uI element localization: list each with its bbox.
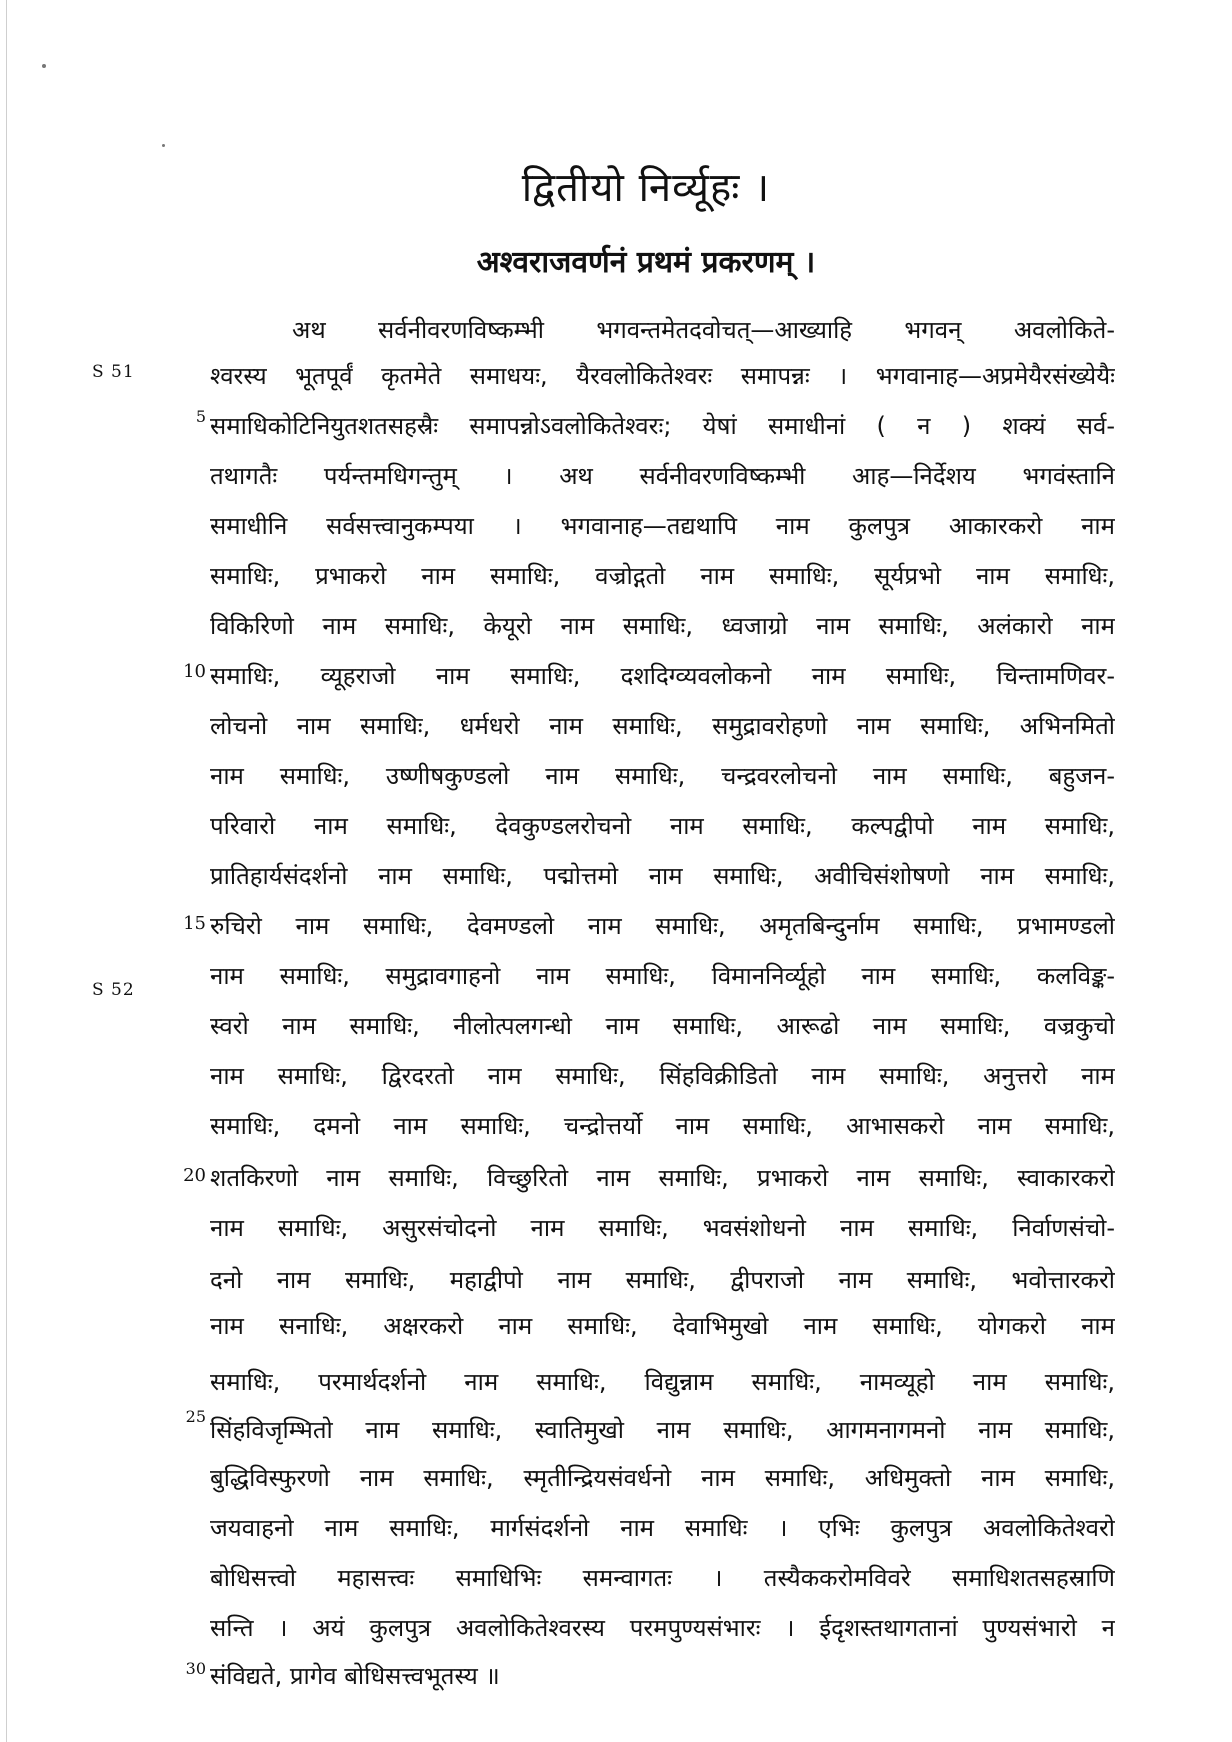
text-line: जयवाहनो नाम समाधिः, मार्गसंदर्शनो नाम समाधिः । एभिः कुलपुत्र अवलोकितेश्वरो <box>210 1514 1115 1542</box>
text-line: परिवारो नाम समाधिः, देवकुण्डलरोचनो नाम समाधिः, कल्पद्वीपो नाम समाधिः, <box>210 812 1115 840</box>
text-line: सिंहविजृम्भितो नाम समाधिः, स्वातिमुखो नाम समाधिः, आगमनागमनो नाम समाधिः, <box>210 1416 1115 1444</box>
text-line: नाम समाधिः, द्विरदरतो नाम समाधिः, सिंहविक्रीडितो नाम समाधिः, अनुत्तरो नाम <box>210 1062 1115 1090</box>
text-line: रुचिरो नाम समाधिः, देवमण्डलो नाम समाधिः, अमृतबिन्दुर्नाम समाधिः, प्रभामण्डलो <box>210 912 1115 940</box>
text-line: श्वरस्य भूतपूर्वं कृतमेते समाधयः, यैरवलोकितेश्वरः समापन्नः । भगवानाह—अप्रमेयैरसंख्येयैः <box>210 362 1115 390</box>
text-line: अथ सर्वनीवरणविष्कम्भी भगवन्तमेतदवोचत्—आख्याहि भगवन् अवलोकिते- <box>292 316 1115 344</box>
text-line: विकिरिणो नाम समाधिः, केयूरो नाम समाधिः, ध्वजाग्रो नाम समाधिः, अलंकारो नाम <box>210 612 1115 640</box>
line-number: 20 <box>183 1165 206 1186</box>
text-line: प्रातिहार्यसंदर्शनो नाम समाधिः, पद्मोत्तमो नाम समाधिः, अवीचिसंशोषणो नाम समाधिः, <box>210 862 1115 890</box>
line-number: 30 <box>185 1659 206 1678</box>
text-line: नाम समाधिः, असुरसंचोदनो नाम समाधिः, भवसंशोधनो नाम समाधिः, निर्वाणसंचो- <box>210 1214 1115 1242</box>
text-line: तथागतैः पर्यन्तमधिगन्तुम् । अथ सर्वनीवरणविष्कम्भी आह—निर्देशय भगवंस्तानि <box>210 462 1115 490</box>
chapter-title: द्वितीयो निर्व्यूहः । <box>521 165 771 211</box>
text-line: समाधीनि सर्वसत्त्वानुकम्पया । भगवानाह—तद्यथापि नाम कुलपुत्र आकारकरो नाम <box>210 512 1115 540</box>
text-line: समाधिकोटिनियुतशतसहस्रैः समापन्नोऽवलोकितेश्वरः; येषां समाधीनां ( न ) शक्यं सर्व- <box>210 412 1115 440</box>
text-line: दनो नाम समाधिः, महाद्वीपो नाम समाधिः, द्वीपराजो नाम समाधिः, भवोत्तारकरो <box>210 1266 1115 1294</box>
text-line: समाधिः, दमनो नाम समाधिः, चन्द्रोत्तर्यो नाम समाधिः, आभासकरो नाम समाधिः, <box>210 1112 1115 1140</box>
margin-ref-s52: S 52 <box>92 980 135 1000</box>
scan-speck <box>162 144 165 147</box>
section-title: अश्वराजवर्णनं प्रथमं प्रकरणम् । <box>476 245 816 280</box>
text-line: नाम समाधिः, समुद्रावगाहनो नाम समाधिः, विमाननिर्व्यूहो नाम समाधिः, कलविङ्क- <box>210 962 1115 990</box>
margin-ref-s51: S 51 <box>92 362 135 382</box>
text-line: संविद्यते, प्रागेव बोधिसत्त्वभूतस्य ॥ <box>210 1662 500 1690</box>
line-number: 10 <box>183 661 206 682</box>
text-line: शतकिरणो नाम समाधिः, विच्छुरितो नाम समाधिः, प्रभाकरो नाम समाधिः, स्वाकारकरो <box>210 1164 1115 1192</box>
text-line: स्वरो नाम समाधिः, नीलोत्पलगन्धो नाम समाधिः, आरूढो नाम समाधिः, वज्रकुचो <box>210 1012 1115 1040</box>
text-line: सन्ति । अयं कुलपुत्र अवलोकितेश्वरस्य परमपुण्यसंभारः । ईदृशस्तथागतानां पुण्यसंभारो न <box>210 1614 1115 1642</box>
text-line: नाम समाधिः, उष्णीषकुण्डलो नाम समाधिः, चन्द्रवरलोचनो नाम समाधिः, बहुजन- <box>210 762 1115 790</box>
line-number: 15 <box>183 913 206 934</box>
text-line: लोचनो नाम समाधिः, धर्मधरो नाम समाधिः, समुद्रावरोहणो नाम समाधिः, अभिनमितो <box>210 712 1115 740</box>
line-number: 25 <box>185 1407 206 1426</box>
text-line: नाम सनाधिः, अक्षरकरो नाम समाधिः, देवाभिमुखो नाम समाधिः, योगकरो नाम <box>210 1312 1115 1340</box>
text-line: बुद्धिविस्फुरणो नाम समाधिः, स्मृतीन्द्रियसंवर्धनो नाम समाधिः, अधिमुक्तो नाम समाधिः, <box>210 1464 1115 1492</box>
text-line: समाधिः, व्यूहराजो नाम समाधिः, दशदिग्व्यवलोकनो नाम समाधिः, चिन्तामणिवर- <box>210 662 1115 690</box>
text-line: बोधिसत्त्वो महासत्त्वः समाधिभिः समन्वागतः । तस्यैककरोमविवरे समाधिशतसहस्राणि <box>210 1564 1115 1592</box>
text-line: समाधिः, प्रभाकरो नाम समाधिः, वज्रोद्गतो नाम समाधिः, सूर्यप्रभो नाम समाधिः, <box>210 562 1115 590</box>
text-line: समाधिः, परमार्थदर्शनो नाम समाधिः, विद्युन्नाम समाधिः, नामव्यूहो नाम समाधिः, <box>210 1368 1115 1396</box>
line-number: 5 <box>195 407 206 426</box>
scan-speck <box>42 64 46 68</box>
